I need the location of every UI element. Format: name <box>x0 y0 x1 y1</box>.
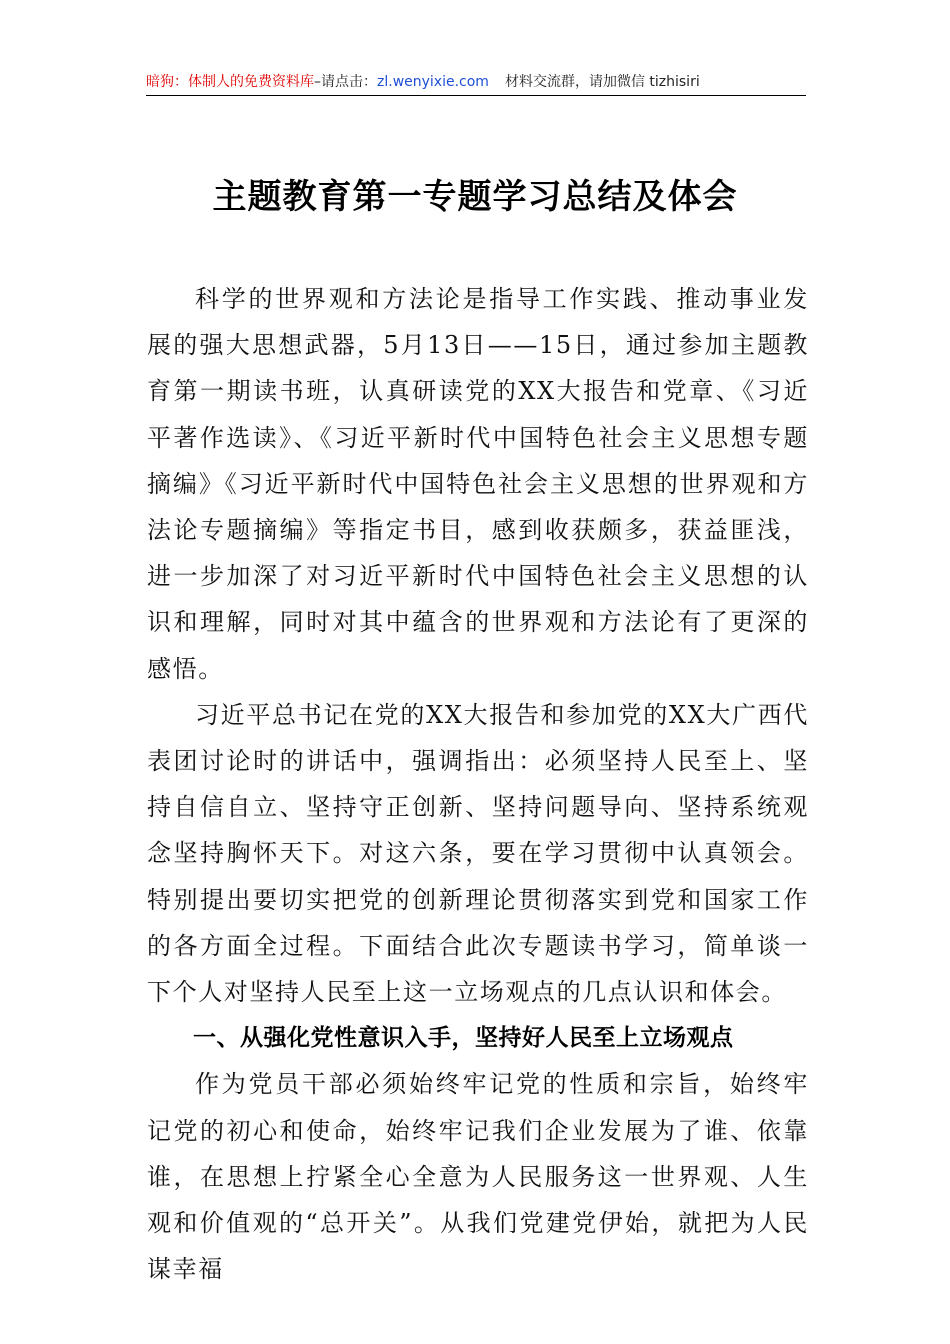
header-prompt: –请点击： <box>314 74 377 90</box>
document-title: 主题教育第一专题学习总结及体会 <box>212 177 738 217</box>
body-paragraph-1: 科学的世界观和方法论是指导工作实践、推动事业发展的强大思想武器，5月13日——15日，通过参加主题教育第一期读书班，认真研读党的XX大报告和党章、《习近平著作选读》、《习近平新时代中国特色社会主义思想专题摘编》《习近平新时代中国特色社会主义思想的世界观和方法论专题摘编》等指定书目，感到收获颇多，获益匪浅，进一步加深了对习近平新时代中国特色社会主义思想的认识和理解，同时对其中蕴含的世界观和方法论有了更深的感悟。 <box>147 285 809 683</box>
header-contact: 材料交流群，请加微信 tizhisiri <box>504 74 700 90</box>
section-heading-1: 一、从强化党性意识入手，坚持好人民至上立场观点 <box>193 1025 734 1052</box>
body-paragraph-2: 习近平总书记在党的XX大报告和参加党的XX大广西代表团讨论时的讲话中，强调指出：必须坚持人民至上、坚持自信自立、坚持守正创新、坚持问题导向、坚持系统观念坚持胸怀天下。对这六条，要在学习贯彻中认真领会。特别提出要切实把党的创新理论贯彻落实到党和国家工作的各方面全过程。下面结合此次专题读书学习，简单谈一下个人对坚持人民至上这一立场观点的几点认识和体会。 <box>147 700 809 1007</box>
page-header <box>146 70 806 94</box>
header-url-link[interactable]: zl.wenyixie.com <box>377 74 489 90</box>
header-site-name: 暗狗：体制人的免费资料库 <box>146 74 314 90</box>
body-paragraph-3: 作为党员干部必须始终牢记党的性质和宗旨，始终牢记党的初心和使命，始终牢记我们企业发展为了谁、依靠谁，在思想上拧紧全心全意为人民服务这一世界观、人生观和价值观的“总开关”。从我们党建党伊始，就把为人民谋幸福 <box>147 1070 809 1284</box>
document-body <box>147 276 809 1292</box>
header-divider <box>146 95 806 96</box>
